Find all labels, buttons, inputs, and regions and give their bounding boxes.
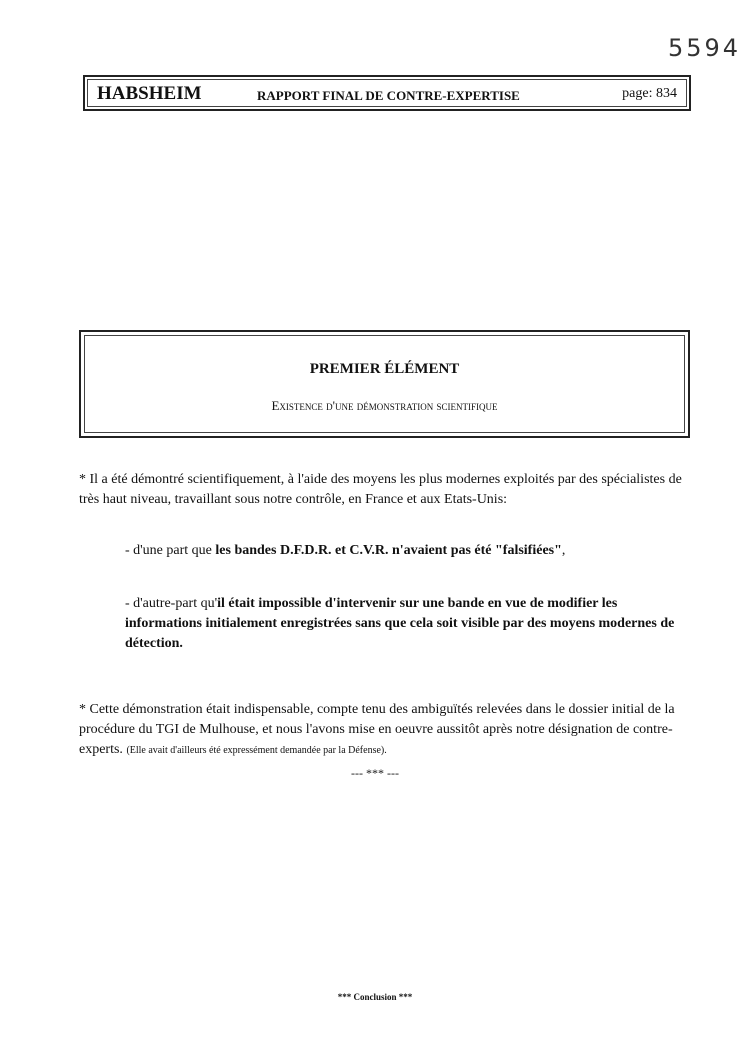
header-brand: HABSHEIM [97, 83, 202, 104]
paragraph-intro: * Il a été démontré scientifiquement, à l'aide des moyens les plus modernes exploités par des spécialistes de très haut niveau, travaillant sous notre contrôle, en France et aux Etats-Unis: [79, 472, 682, 507]
list-item-second-bold: il était impossible d'intervenir sur une bande en vue de modifier les informations initialement enregistrées sans que cela soit visible par des moyens modernes de détection. [125, 596, 675, 651]
section-title-box [79, 330, 690, 438]
list-item-first-suffix: , [561, 543, 566, 558]
section-separator: --- *** --- [351, 766, 399, 780]
section-subtitle: Existence d'une démonstration scientifique [271, 398, 498, 413]
list-item-first-bold: les bandes D.F.D.R. et C.V.R. n'avaient pas été "falsifiées" [215, 543, 562, 558]
header-page-number: page: 834 [622, 86, 677, 101]
list-item-second-prefix: - d'autre-part qu' [125, 596, 218, 611]
list-item-first [125, 541, 695, 561]
page-header [83, 75, 691, 111]
list-item-second [125, 594, 697, 654]
footer-conclusion-label: *** Conclusion *** [337, 992, 413, 1002]
page-stamp-number: 5594 [668, 34, 742, 62]
paragraph-conclusion-note: (Elle avait d'ailleurs été expressément demandée par la Défense). [126, 745, 387, 756]
list-item-first-prefix: - d'une part que [125, 543, 216, 558]
section-title: PREMIER ÉLÉMENT [309, 361, 460, 377]
paragraph-conclusion [79, 700, 697, 761]
paragraph-conclusion-text: * Cette démonstration était indispensable, compte tenu des ambiguïtés relevées dans le dossier initial de la procédure du TGI de Mulhouse, et nous l'avons mise en oeuvre aussitôt après notre désignation de contre-experts. [79, 702, 675, 757]
header-title: RAPPORT FINAL DE CONTRE-EXPERTISE [257, 88, 520, 103]
